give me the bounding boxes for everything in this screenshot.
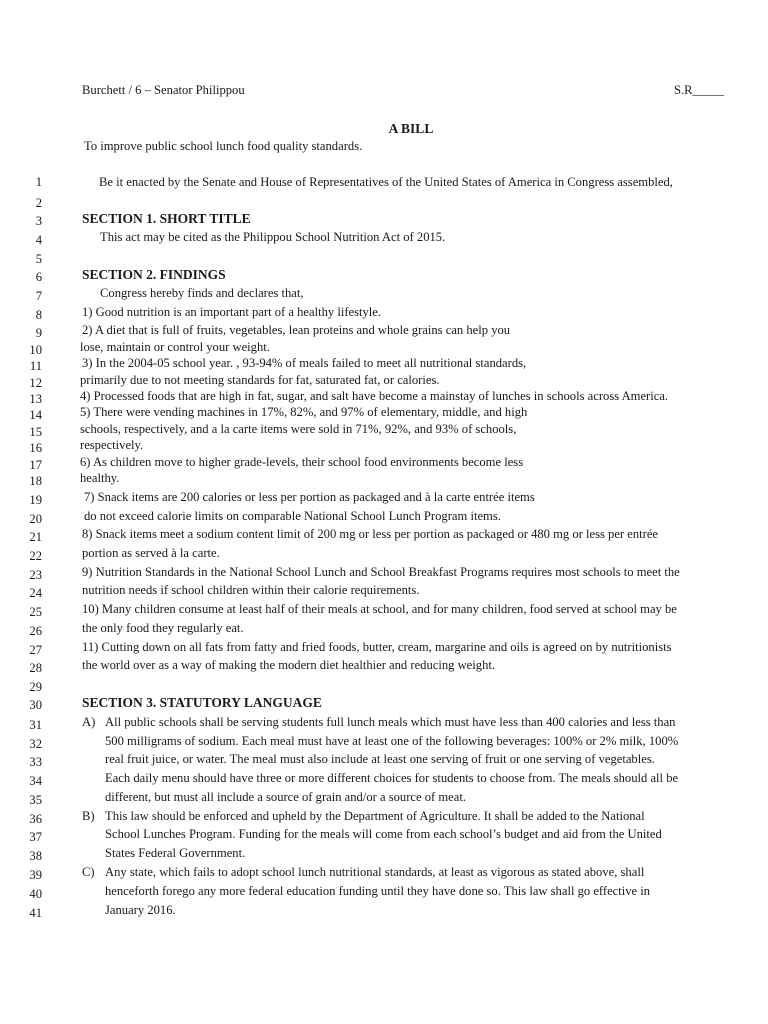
finding-line: 2) A diet that is full of fruits, vegetables, lean proteins and whole grains can help you bbox=[82, 323, 511, 337]
line-number: 35 bbox=[29, 793, 42, 807]
section-1-text: This act may be cited as the Philippou School Nutrition Act of 2015. bbox=[100, 230, 446, 244]
line-number: 2 bbox=[35, 196, 42, 210]
finding-line: 10) Many children consume at least half of their meals at school, and for many children, food served at school may be bbox=[82, 602, 677, 616]
line-number: 33 bbox=[29, 755, 42, 769]
line-number: 27 bbox=[29, 643, 42, 657]
finding-line: the world over as a way of making the modern diet healthier and reducing weight. bbox=[82, 658, 496, 672]
finding-line: 5) There were vending machines in 17%, 82%, and 97% of elementary, middle, and high bbox=[80, 405, 528, 419]
finding-line: 3) In the 2004-05 school year. , 93-94% of meals failed to meet all nutritional standards, bbox=[82, 356, 527, 370]
sponsor-line: Burchett / 6 – Senator Philippou bbox=[82, 83, 245, 97]
finding-line: 7) Snack items are 200 calories or less per portion as packaged and à la carte entrée items bbox=[84, 490, 535, 504]
line-number: 3 bbox=[35, 214, 42, 228]
statute-line: January 2016. bbox=[105, 903, 176, 917]
bill-title: A BILL bbox=[388, 121, 434, 136]
statute-line: This law should be enforced and upheld by the Department of Agriculture. It shall be added to the National bbox=[105, 809, 645, 823]
finding-line: portion as served à la carte. bbox=[82, 546, 220, 560]
line-number: 19 bbox=[29, 493, 42, 507]
finding-line: the only food they regularly eat. bbox=[82, 621, 244, 635]
line-number: 37 bbox=[29, 830, 42, 844]
line-number: 34 bbox=[29, 774, 42, 788]
line-number: 21 bbox=[29, 530, 42, 544]
line-number: 4 bbox=[35, 233, 42, 247]
statute-line: different, but must all include a source of grain and/or a source of meat. bbox=[105, 790, 467, 804]
bill-purpose: To improve public school lunch food quality standards. bbox=[84, 139, 363, 153]
line-number: 25 bbox=[29, 605, 42, 619]
statute-line: All public schools shall be serving students full lunch meals which must have less than 400 calories and less than bbox=[105, 715, 676, 729]
statute-line: henceforth forego any more federal education funding until they have done so. This law shall go effective in bbox=[105, 884, 651, 898]
finding-line: nutrition needs if school children within their calorie requirements. bbox=[82, 583, 420, 597]
line-number: 9 bbox=[35, 326, 42, 340]
bill-number: S.R_____ bbox=[674, 83, 725, 97]
finding-line: 9) Nutrition Standards in the National School Lunch and School Breakfast Programs requires most schools to meet the bbox=[82, 565, 680, 579]
item-marker: C) bbox=[82, 865, 95, 879]
line-number: 1 bbox=[35, 175, 42, 189]
statute-line: Each daily menu should have three or more different choices for students to choose from. The meals should all be bbox=[105, 771, 679, 785]
line-number: 28 bbox=[29, 661, 42, 675]
line-number: 17 bbox=[29, 458, 42, 472]
enacting-clause: Be it enacted by the Senate and House of Representatives of the United States of America in Congress assembled, bbox=[99, 175, 673, 189]
statute-line: real fruit juice, or water. The meal must also include at least one serving of fruit or one serving of vegetables. bbox=[105, 752, 655, 766]
finding-line: do not exceed calorie limits on comparable National School Lunch Program items. bbox=[84, 509, 501, 523]
line-number: 23 bbox=[29, 568, 42, 582]
statute-line: States Federal Government. bbox=[105, 846, 246, 860]
line-number: 16 bbox=[29, 441, 42, 455]
line-number: 30 bbox=[29, 698, 42, 712]
line-number: 13 bbox=[29, 392, 42, 406]
line-number: 6 bbox=[35, 270, 42, 284]
line-number: 10 bbox=[29, 343, 42, 357]
finding-line: lose, maintain or control your weight. bbox=[80, 340, 270, 354]
finding-line: respectively. bbox=[80, 438, 144, 452]
finding-line: 6) As children move to higher grade-levels, their school food environments become less bbox=[80, 455, 524, 469]
line-number: 32 bbox=[29, 737, 42, 751]
line-number: 36 bbox=[29, 812, 42, 826]
line-number: 29 bbox=[29, 680, 42, 694]
line-number: 20 bbox=[29, 512, 42, 526]
line-number: 24 bbox=[29, 586, 42, 600]
line-number: 15 bbox=[29, 425, 42, 439]
line-number: 8 bbox=[35, 308, 42, 322]
line-number: 31 bbox=[29, 718, 42, 732]
finding-line: 8) Snack items meet a sodium content limit of 200 mg or less per portion as packaged or 480 mg or less per entrée bbox=[82, 527, 659, 541]
finding-line: 1) Good nutrition is an important part of a healthy lifestyle. bbox=[82, 305, 382, 319]
statute-line: School Lunches Program. Funding for the meals will come from each school’s budget and aid from the United bbox=[105, 827, 662, 841]
line-number: 11 bbox=[29, 359, 42, 373]
line-number: 40 bbox=[29, 887, 42, 901]
section-2-heading: SECTION 2. FINDINGS bbox=[82, 267, 226, 282]
section-1-heading: SECTION 1. SHORT TITLE bbox=[82, 211, 251, 226]
line-number: 38 bbox=[29, 849, 42, 863]
finding-line: 11) Cutting down on all fats from fatty and fried foods, butter, cream, margarine and oils is agreed on by nutritionists bbox=[82, 640, 672, 654]
statute-line: Any state, which fails to adopt school lunch nutritional standards, at least as vigorous as stated above, shall bbox=[105, 865, 645, 879]
statute-line: 500 milligrams of sodium. Each meal must have at least one of the following beverages: 100% or 2% milk, 100% bbox=[105, 734, 679, 748]
item-marker: A) bbox=[82, 715, 96, 729]
line-number: 26 bbox=[29, 624, 42, 638]
line-number: 14 bbox=[29, 408, 42, 422]
item-marker: B) bbox=[82, 809, 95, 823]
line-number: 12 bbox=[29, 376, 42, 390]
section-2-intro: Congress hereby finds and declares that, bbox=[100, 286, 304, 300]
finding-line: primarily due to not meeting standards for fat, saturated fat, or calories. bbox=[80, 373, 440, 387]
line-number: 39 bbox=[29, 868, 42, 882]
section-3-heading: SECTION 3. STATUTORY LANGUAGE bbox=[82, 695, 322, 710]
finding-line: 4) Processed foods that are high in fat, sugar, and salt have become a mainstay of lunches in schools across America. bbox=[80, 389, 669, 403]
finding-line: healthy. bbox=[80, 471, 120, 485]
line-number: 7 bbox=[35, 289, 42, 303]
line-number: 18 bbox=[29, 474, 42, 488]
finding-line: schools, respectively, and a la carte items were sold in 71%, 92%, and 93% of schools, bbox=[80, 422, 517, 436]
line-number: 41 bbox=[29, 906, 42, 920]
line-number: 22 bbox=[29, 549, 42, 563]
line-number: 5 bbox=[35, 252, 42, 266]
